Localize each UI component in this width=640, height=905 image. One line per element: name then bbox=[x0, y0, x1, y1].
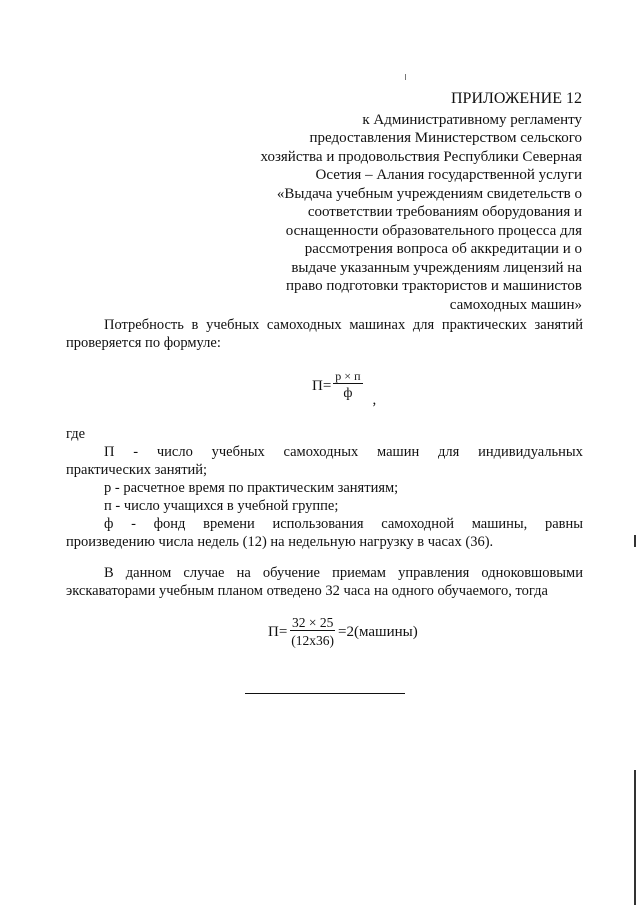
closing-rule bbox=[245, 693, 405, 694]
scan-mark bbox=[405, 74, 406, 80]
def-word: использования bbox=[272, 516, 364, 532]
annex-title: ПРИЛОЖЕНИЕ 12 bbox=[450, 90, 582, 107]
header-line: выдаче указанным учреждениям лицензий на bbox=[291, 259, 582, 276]
formula2-numerator: 32 × 25 bbox=[291, 615, 334, 630]
header-line: предоставления Министерством сельского bbox=[309, 130, 582, 146]
def-word: - bbox=[131, 516, 136, 532]
def-word: машин bbox=[377, 444, 420, 460]
case-paragraph bbox=[66, 564, 583, 600]
def-word: равны bbox=[544, 516, 583, 532]
scan-edge-mark bbox=[634, 770, 636, 905]
definition-r: р - расчетное время по практическим занятиям; bbox=[104, 480, 399, 496]
where-label: где bbox=[66, 426, 86, 442]
formula-denominator: ф bbox=[343, 386, 353, 401]
definition-p-row bbox=[66, 443, 583, 461]
def-word: - bbox=[133, 444, 139, 460]
definition-f-continuation: произведению числа недель (12) на недельную нагрузку в часах (36). bbox=[66, 534, 494, 550]
header-line: рассмотрения вопроса об аккредитации и о bbox=[304, 241, 582, 257]
header-line: «Выдача учебным учреждениям свидетельств о bbox=[276, 185, 582, 202]
definition-f-row bbox=[66, 515, 583, 533]
definition-p-continuation: практических занятий; bbox=[66, 462, 208, 478]
def-word: учебных bbox=[211, 444, 265, 460]
formula-numerator: р × п bbox=[335, 369, 361, 383]
formula-calculation bbox=[268, 615, 418, 649]
def-word: самоходных bbox=[283, 444, 359, 460]
header-line: к Административному регламенту bbox=[362, 111, 582, 128]
def-word: самоходной bbox=[381, 516, 454, 532]
formula2-fraction bbox=[289, 615, 336, 649]
header-line: Осетия – Алания государственной услуги bbox=[315, 167, 582, 183]
intro-line-2: проверяется по формуле: bbox=[66, 335, 221, 351]
def-word: времени bbox=[203, 516, 255, 532]
header-line: хозяйства и продовольствия Республики Северная bbox=[260, 148, 582, 165]
formula-fraction bbox=[333, 370, 362, 402]
header-line: самоходных машин» bbox=[449, 296, 582, 313]
intro-paragraph bbox=[66, 316, 583, 352]
def-word: машины, bbox=[471, 516, 528, 532]
def-word: фонд bbox=[153, 516, 186, 532]
intro-line-1: Потребность в учебных самоходных машинах для практических занятий bbox=[104, 317, 583, 333]
def-word: П bbox=[104, 444, 115, 460]
header-line: соответствии требованиям оборудования и bbox=[307, 204, 582, 220]
formula2-denominator: (12х36) bbox=[291, 633, 335, 648]
formula-comma: , bbox=[372, 391, 377, 408]
formula2-lhs: П= bbox=[268, 623, 288, 640]
definition-n: п - число учащихся в учебной группе; bbox=[104, 498, 339, 514]
formula2-result: =2(машины) bbox=[338, 623, 418, 640]
def-word: число bbox=[156, 444, 193, 460]
case-text: В данном случае на обучение приемам управления одноковшовыми экскаваторами учебным планом отведено 32 часа на одного обучаемого, тогда bbox=[66, 565, 583, 599]
def-word: для bbox=[438, 444, 460, 460]
annex-header bbox=[202, 90, 582, 314]
def-word: ф bbox=[104, 516, 114, 532]
def-word: индивидуальных bbox=[478, 444, 583, 460]
header-line: оснащенности образовательного процесса для bbox=[285, 222, 582, 239]
formula-general bbox=[312, 369, 377, 408]
definitions-block bbox=[66, 425, 583, 551]
formula-lhs: П= bbox=[312, 377, 332, 394]
header-line: право подготовки трактористов и машинистов bbox=[285, 278, 582, 294]
scan-edge-mark bbox=[634, 535, 636, 547]
